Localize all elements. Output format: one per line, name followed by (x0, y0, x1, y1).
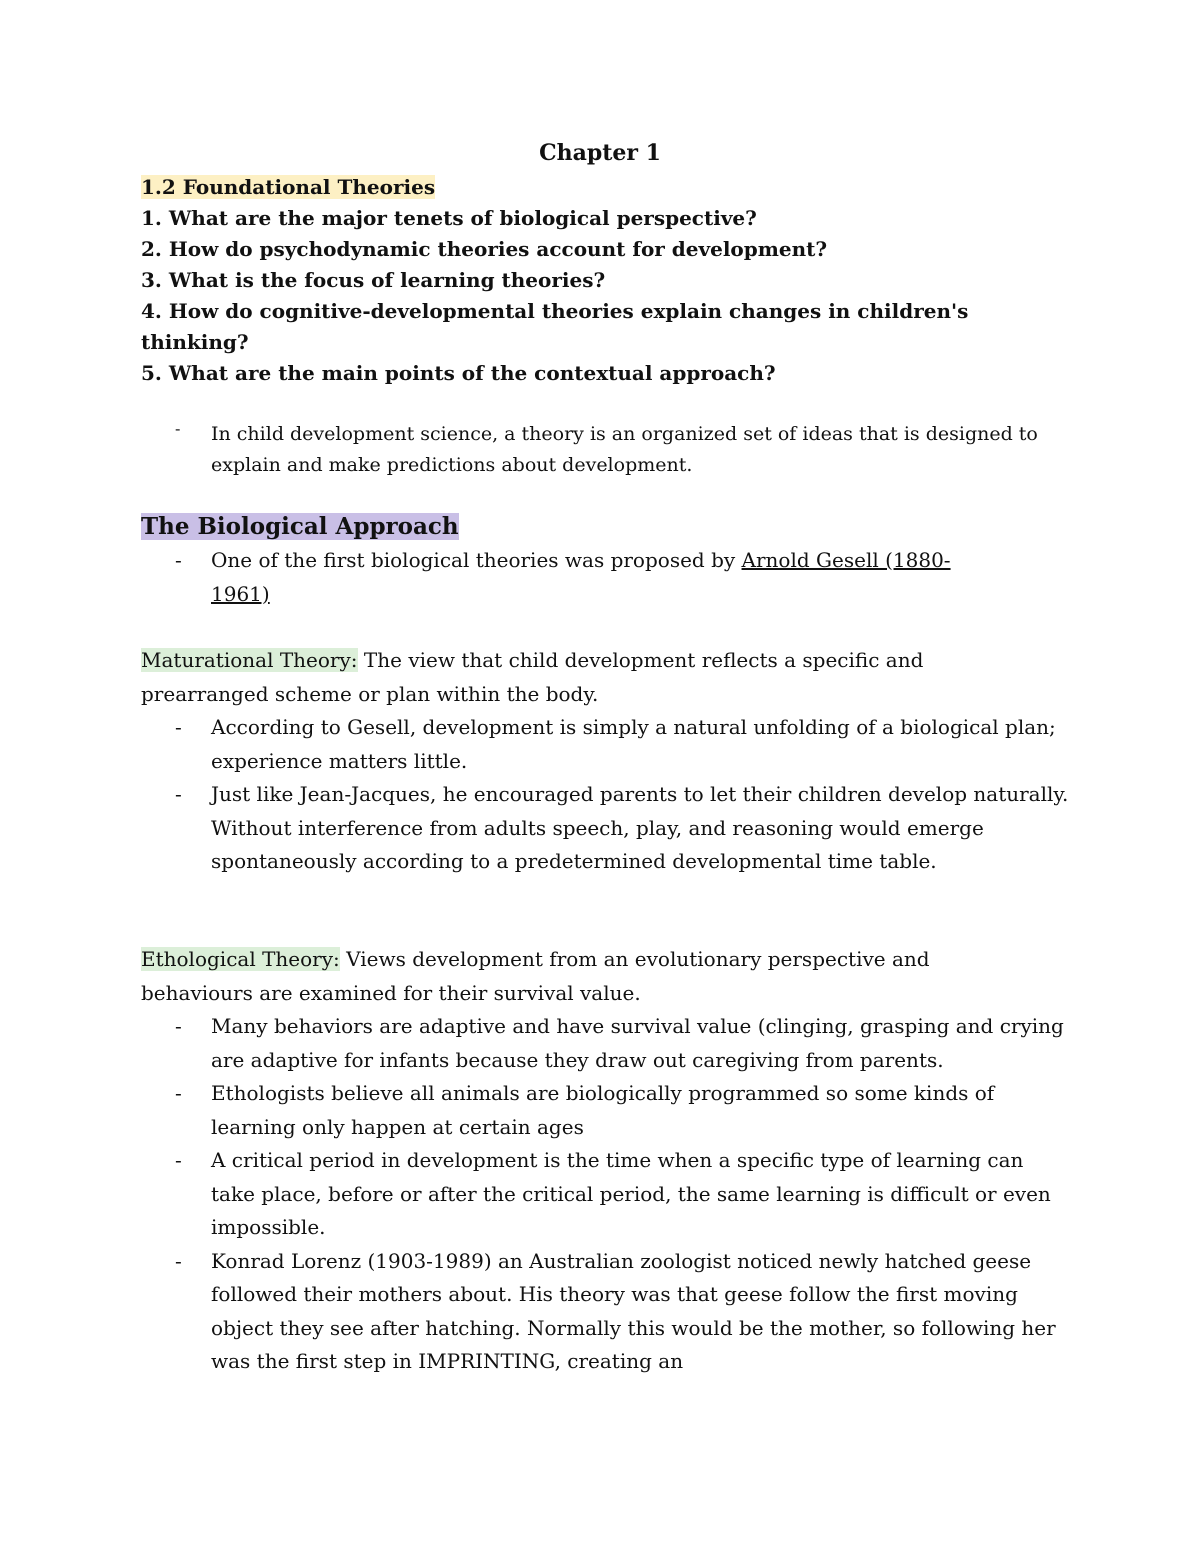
dash-bullet: - (175, 1014, 182, 1038)
list-item (141, 419, 1041, 481)
list-item (141, 1077, 1071, 1144)
biological-bullet-text: One of the first biological theories was proposed by (211, 548, 742, 572)
biological-title: The Biological Approach (141, 513, 459, 540)
dash-bullet: - (175, 1081, 182, 1105)
chapter-title: Chapter 1 (539, 140, 661, 166)
dash-bullet: - (175, 715, 182, 739)
list-item (141, 1010, 1071, 1077)
maturational-term: Maturational Theory: (141, 648, 358, 672)
question-item: 5. What are the main points of the contextual approach? (141, 361, 776, 385)
ethological-bullet-2: Ethologists believe all animals are biologically programmed so some kinds of learning only happen at certain ages (211, 1081, 995, 1139)
section-heading: 1.2 Foundational Theories (141, 175, 436, 199)
dash-bullet: - (175, 1148, 182, 1172)
dash-bullet: - (175, 1248, 182, 1273)
question-item: 2. How do psychodynamic theories account for development? (141, 237, 828, 261)
dash-bullet: - (175, 782, 182, 806)
ethological-term: Ethological Theory: (141, 947, 340, 971)
maturational-bullet-1: According to Gesell, development is simply a natural unfolding of a biological plan; experience matters little. (211, 715, 1056, 773)
question-item: 4. How do cognitive-developmental theories explain changes in children's thinking? (141, 299, 969, 354)
dash-bullet: - (175, 548, 182, 572)
question-item: 3. What is the focus of learning theories? (141, 268, 606, 292)
list-item (141, 711, 1071, 778)
intro-text: In child development science, a theory is an organized set of ideas that is designed to explain and make predictions about development. (211, 423, 1038, 476)
list-item (141, 1144, 1071, 1245)
maturational-bullet-2: Just like Jean-Jacques, he encouraged parents to let their children develop naturally. Without interference from adults speech, play, and reasoning would emerge spontaneously according to a predetermined developmental time table. (211, 782, 1069, 873)
ethological-bullet-1: Many behaviors are adaptive and have survival value (clinging, grasping and crying are adaptive for infants because they draw out caregiving from parents. (211, 1014, 1064, 1072)
ethological-definition: Views development from an evolutionary perspective and behaviours are examined for their survival value. (141, 947, 930, 1005)
list-item (141, 778, 1071, 879)
question-item: 1. What are the major tenets of biological perspective? (141, 206, 757, 230)
gesell-link: Arnold Gesell (1880-1961) (211, 548, 951, 606)
biological-section (141, 510, 1071, 611)
questions-block (141, 172, 1071, 389)
ethological-bullet-3: A critical period in development is the time when a specific type of learning can take place, before or after the critical period, the same learning is difficult or even impossible. (211, 1148, 1051, 1239)
maturational-section (141, 644, 1071, 879)
ethological-bullet-4: Konrad Lorenz (1903-1989) an Australian zoologist noticed newly hatched geese followed their mothers about. His theory was that geese follow the first moving object they see after hatching. Normally this would be the mother, so following her was the first step in IMPRINTING, creating an (211, 1248, 1056, 1373)
list-item (141, 1245, 1071, 1379)
list-item (141, 544, 961, 611)
dash-bullet: - (175, 419, 181, 438)
maturational-definition: The view that child development reflects a specific and prearranged scheme or plan within the body. (141, 648, 924, 706)
intro-block (141, 419, 1041, 481)
ethological-section (141, 943, 1071, 1379)
